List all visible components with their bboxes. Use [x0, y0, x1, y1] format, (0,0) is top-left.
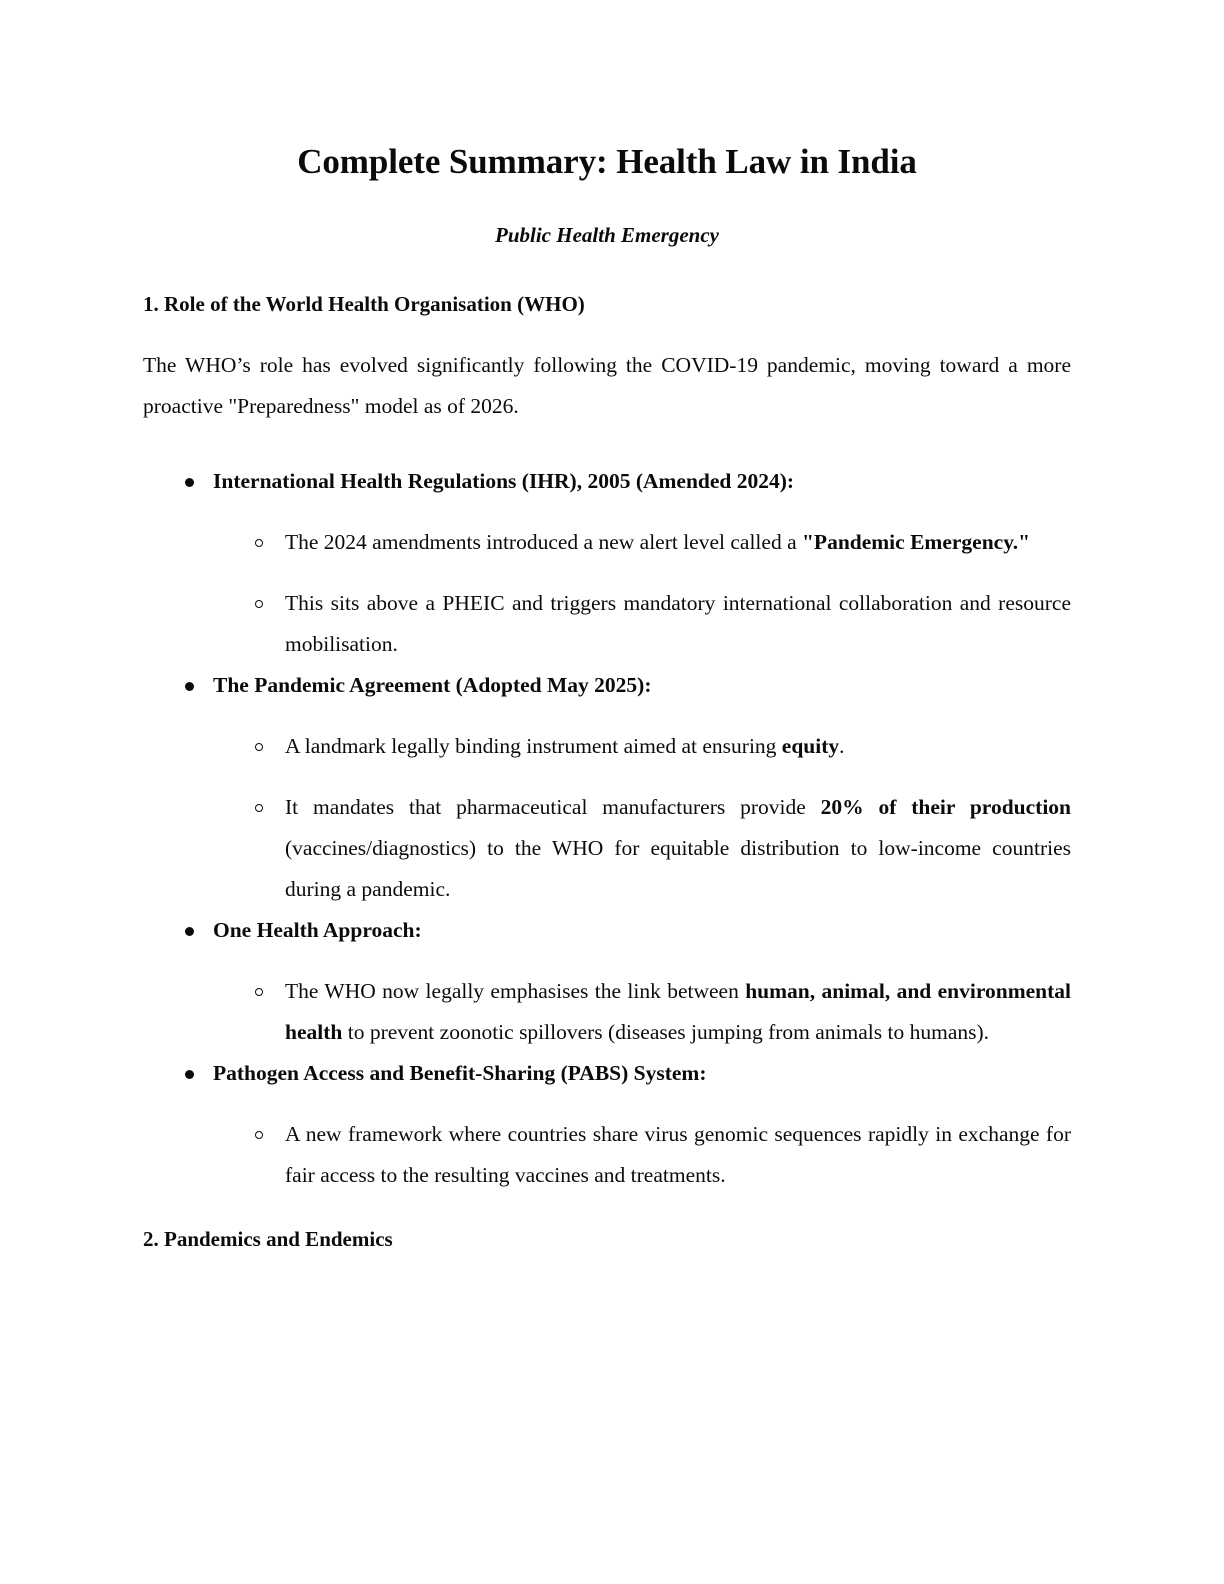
bullet-circle-icon	[255, 1114, 269, 1155]
bullet-circle-icon	[255, 522, 269, 563]
bullet-label: One Health Approach:	[213, 918, 422, 943]
plain-text: .	[839, 734, 845, 759]
sub-bullet-item	[213, 971, 1071, 1053]
emphasis-text: human, animal, and environmental health	[285, 979, 1071, 1045]
bullet-circle-icon	[255, 583, 269, 624]
bullet-item	[143, 1053, 1071, 1196]
emphasis-text: 20% of their production	[820, 795, 1072, 820]
bullet-disc-icon	[185, 1053, 199, 1094]
sub-bullet-item	[213, 726, 1071, 767]
circle-shape	[255, 988, 263, 996]
bullet-circle-icon	[255, 787, 269, 828]
emphasis-text: "Pandemic Emergency."	[802, 530, 1031, 555]
disc-shape	[185, 1070, 194, 1079]
disc-shape	[185, 682, 194, 691]
section-heading-1: 1. Role of the World Health Organisation (WHO)	[143, 292, 585, 317]
sub-bullet-item	[213, 787, 1071, 910]
bullet-disc-icon	[185, 910, 199, 951]
sub-bullet-item	[213, 583, 1071, 665]
plain-text: The WHO now legally emphasises the link between	[285, 979, 746, 1004]
sub-bullet-text	[285, 522, 1071, 563]
plain-text: The 2024 amendments introduced a new alert level called a	[285, 530, 802, 555]
circle-shape	[255, 743, 263, 751]
bullet-list-level-2	[213, 522, 1071, 665]
sub-bullet-text	[285, 971, 1071, 1053]
section-heading-2: 2. Pandemics and Endemics	[143, 1227, 393, 1252]
bullet-item	[143, 910, 1071, 1053]
document-subtitle: Public Health Emergency	[495, 222, 719, 247]
plain-text: (vaccines/diagnostics) to the WHO for equitable distribution to low-income countries during a pandemic.	[285, 836, 1071, 902]
bullet-item	[143, 665, 1071, 910]
sub-bullet-text	[285, 583, 1071, 665]
disc-shape	[185, 478, 194, 487]
sub-bullet-text	[285, 726, 1071, 767]
bullet-circle-icon	[255, 726, 269, 767]
plain-text: It mandates that pharmaceutical manufacturers provide	[285, 795, 821, 820]
bullet-list-level-2	[213, 726, 1071, 910]
bullet-list-level-1	[143, 461, 1071, 1196]
bullet-label: The Pandemic Agreement (Adopted May 2025):	[213, 673, 652, 698]
plain-text: This sits above a PHEIC and triggers mandatory international collaboration and resource mobilisation.	[285, 591, 1071, 657]
circle-shape	[255, 539, 263, 547]
sub-bullet-item	[213, 1114, 1071, 1196]
bullet-list-level-2	[213, 1114, 1071, 1196]
circle-shape	[255, 600, 263, 608]
disc-shape	[185, 927, 194, 936]
bullet-disc-icon	[185, 665, 199, 706]
emphasis-text: equity	[781, 734, 840, 759]
bullet-item	[143, 461, 1071, 665]
section-1-paragraph: The WHO’s role has evolved significantly following the COVID-19 pandemic, moving toward a more proactive "Preparedness" model as of 2026.	[143, 353, 1071, 419]
bullet-disc-icon	[185, 461, 199, 502]
bullet-circle-icon	[255, 971, 269, 1012]
plain-text: A new framework where countries share virus genomic sequences rapidly in exchange for fair access to the resulting vaccines and treatments.	[285, 1122, 1071, 1188]
plain-text: to prevent zoonotic spillovers (diseases jumping from animals to humans).	[342, 1020, 990, 1045]
sub-bullet-item	[213, 522, 1071, 563]
bullet-label: Pathogen Access and Benefit-Sharing (PABS) System:	[213, 1061, 707, 1086]
circle-shape	[255, 804, 263, 812]
page-title: Complete Summary: Health Law in India	[297, 142, 917, 181]
document-content	[143, 0, 1071, 1255]
circle-shape	[255, 1131, 263, 1139]
sub-bullet-text	[285, 1114, 1071, 1196]
sub-bullet-text	[285, 787, 1071, 910]
plain-text: A landmark legally binding instrument aimed at ensuring	[285, 734, 782, 759]
bullet-list-level-2	[213, 971, 1071, 1053]
bullet-label: International Health Regulations (IHR), 2005 (Amended 2024):	[213, 469, 795, 494]
